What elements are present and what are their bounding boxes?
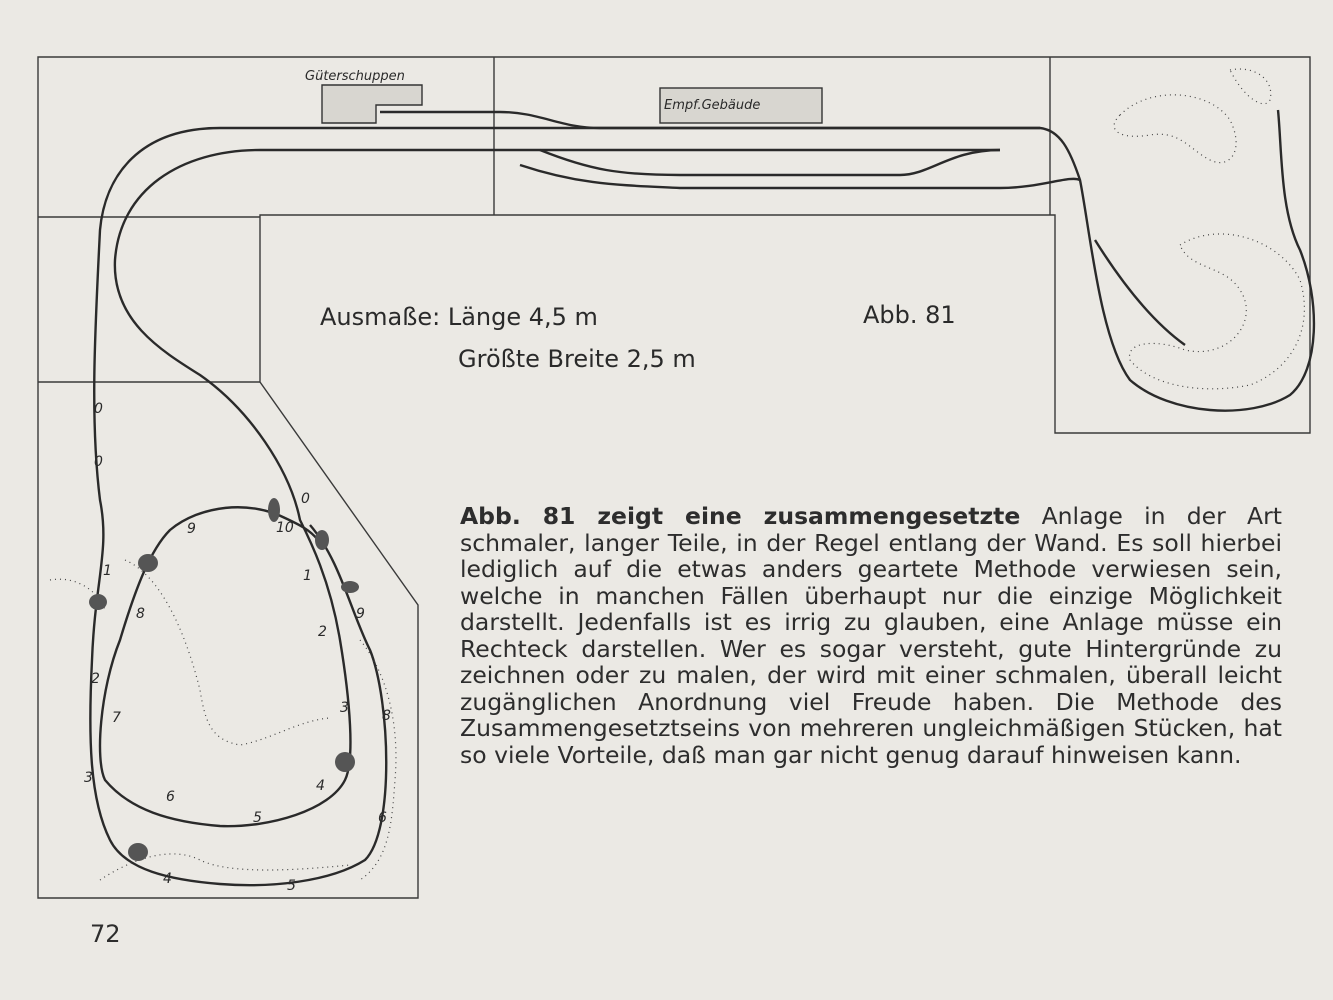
goods-shed-building xyxy=(322,85,422,123)
marker-1b: 1 xyxy=(303,568,312,584)
marker-5b: 5 xyxy=(287,878,296,894)
marker-9b: 9 xyxy=(356,606,365,622)
marker-4a: 4 xyxy=(316,778,325,794)
marker-5a: 5 xyxy=(253,810,262,826)
goods-shed-label: Güterschuppen xyxy=(305,69,405,84)
outer-track xyxy=(90,110,1314,885)
reception-building-label: Empf.Gebäude xyxy=(664,98,761,113)
marker-4b: 4 xyxy=(163,871,172,887)
marker-7: 7 xyxy=(112,710,121,726)
marker-2b: 2 xyxy=(91,671,100,687)
dimensions-width: Größte Breite 2,5 m xyxy=(458,345,696,373)
marker-9a: 9 xyxy=(187,521,196,537)
marker-8b: 8 xyxy=(382,708,391,724)
board-outline xyxy=(38,57,1310,898)
paragraph-body: Anlage in der Art schmaler, langer Teile, in der Regel entlang der Wand. Es soll hierbei lediglich auf die etwas anders geartete Methode verwiesen sein, welche in manchen Fällen überhaupt nur die einzige Möglichkeit darstellt. Jedenfalls ist es irrig zu glauben, eine Anlage müsse ein Rechteck darstellen. Wer es sogar versteht, gute Hintergründe zu zeichnen oder zu malen, der wird mit einer schmalen, überall leicht zugänglichen Anordnung viel Freude haben. Die Methode des Zusammengesetztseins von mehreren ungleichmäßigen Stücken, hat so viele Vorteile, daß man gar nicht genug darauf hinweisen kann. xyxy=(460,502,1282,769)
dimensions-length: Ausmaße: Länge 4,5 m xyxy=(320,303,598,331)
marker-3a: 3 xyxy=(340,700,349,716)
figure-id: Abb. 81 xyxy=(863,301,956,329)
paragraph-lead: Abb. 81 zeigt eine zusammengesetzte xyxy=(460,502,1021,530)
description-paragraph xyxy=(460,503,1282,768)
board-divider-lines xyxy=(38,57,1050,382)
page-number: 72 xyxy=(90,920,121,948)
marker-6a: 6 xyxy=(166,789,175,805)
marker-0a: 0 xyxy=(94,401,103,417)
station-siding-1 xyxy=(540,150,1000,175)
marker-3b: 3 xyxy=(84,770,93,786)
marker-6b: 6 xyxy=(378,810,387,826)
marker-10: 10 xyxy=(276,520,294,536)
marker-2a: 2 xyxy=(318,624,327,640)
track-section-markers xyxy=(84,401,391,894)
marker-8a: 8 xyxy=(136,606,145,622)
marker-0b: 0 xyxy=(94,454,103,470)
tunnel-portals xyxy=(89,498,359,861)
marker-1a: 1 xyxy=(103,563,112,579)
marker-0c: 0 xyxy=(301,491,310,507)
